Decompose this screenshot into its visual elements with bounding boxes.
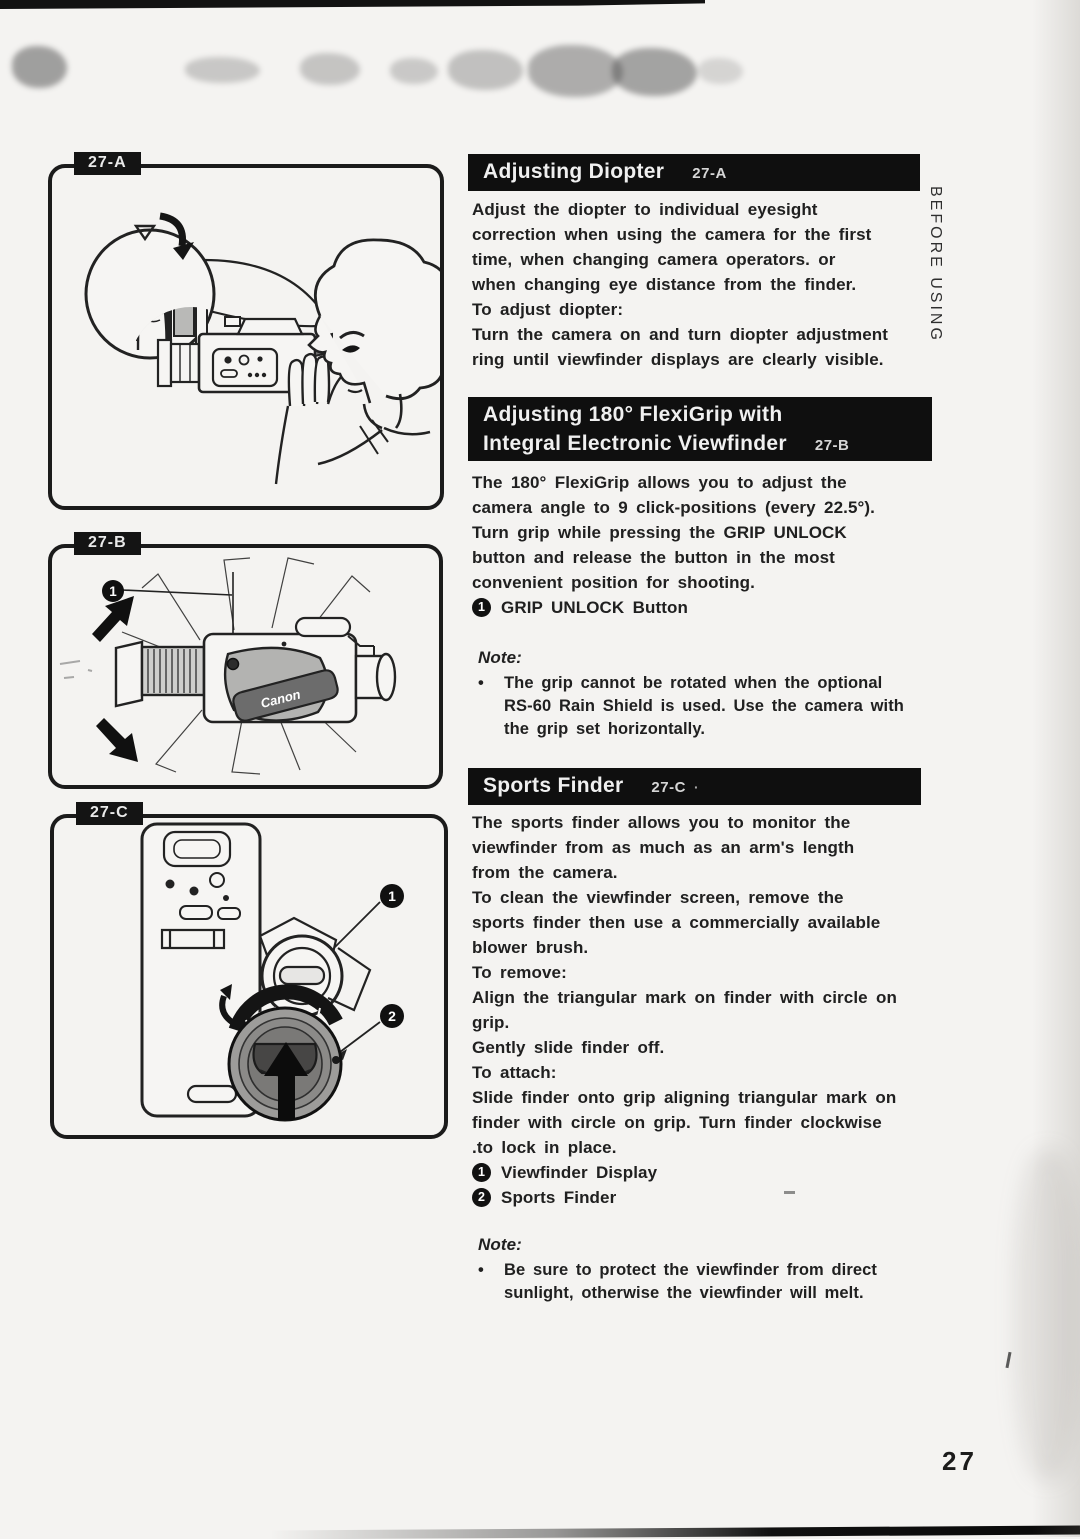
- text-line: grip.: [472, 1013, 510, 1032]
- text-line: Turn grip while pressing the GRIP UNLOCK: [472, 523, 847, 542]
- text-line: To adjust diopter:: [472, 300, 624, 319]
- figure-27b-tag: 27-B: [74, 532, 141, 555]
- note-bullet-line: [478, 1259, 877, 1282]
- text-line: blower brush.: [472, 938, 589, 957]
- viewfinder-display-callout: [472, 1160, 897, 1185]
- sports-finder-illustration: [54, 818, 436, 1127]
- sports-finder-callout: [472, 1185, 897, 1210]
- note-block-2: [478, 1233, 877, 1305]
- callout-2-label: Sports Finder: [501, 1188, 617, 1207]
- scan-top-edge-bar: [0, 0, 705, 9]
- note-block-1: [478, 646, 904, 741]
- camera-brand-label: Canon: [259, 686, 302, 711]
- grip-unlock-callout: [472, 595, 875, 620]
- ink-smudge: [390, 58, 438, 84]
- note-heading: Note:: [478, 1235, 522, 1254]
- text-line: .to lock in place.: [472, 1138, 617, 1157]
- text-line: The sports finder allows you to monitor the: [472, 813, 851, 832]
- text-line: correction when using the camera for the first: [472, 225, 872, 244]
- text-line: the grip set horizontally.: [504, 720, 706, 738]
- callout-1-label: Viewfinder Display: [501, 1163, 658, 1182]
- section1-title: Adjusting Diopter: [483, 160, 665, 183]
- text-line: Gently slide finder off.: [472, 1038, 665, 1057]
- section3-title: Sports Finder: [483, 774, 624, 797]
- text-line: Slide finder onto grip aligning triangular mark on: [472, 1088, 897, 1107]
- ink-smudge: [12, 46, 67, 88]
- text-line: viewfinder from as much as an arm's length: [472, 838, 855, 857]
- section-header-sports-finder: [468, 768, 921, 805]
- scan-stray-mark: [1006, 1352, 1012, 1368]
- figure-27c-callout-1-badge: 1: [380, 884, 404, 908]
- section-header-adjusting-diopter: [468, 154, 920, 191]
- figure-27a-tag: 27-A: [74, 152, 141, 175]
- text-line: when changing eye distance from the finder.: [472, 275, 857, 294]
- callout-1-badge: 1: [472, 1163, 491, 1182]
- section2-title-line2: Integral Electronic Viewfinder: [483, 432, 787, 455]
- text-line: Be sure to protect the viewfinder from direct: [504, 1261, 877, 1279]
- figure-27a-box: [48, 154, 444, 510]
- figure-27b-box: [48, 534, 443, 789]
- section2-title-line1: Adjusting 180° FlexiGrip with: [483, 403, 783, 426]
- text-line: finder with circle on grip. Turn finder clockwise: [472, 1113, 882, 1132]
- callout-2-badge: 2: [472, 1188, 491, 1207]
- figure-27b-callout-1-badge: 1: [102, 580, 124, 602]
- ink-smudge: [528, 45, 623, 97]
- ink-smudge: [698, 58, 743, 84]
- text-line: button and release the button in the most: [472, 548, 835, 567]
- bullet-icon: •: [478, 674, 484, 692]
- section1-figure-ref: 27-A: [692, 165, 727, 182]
- text-line: sports finder then use a commercially available: [472, 913, 881, 932]
- section3-ref-mark: ·: [693, 779, 699, 795]
- note-heading: Note:: [478, 648, 522, 667]
- scan-corner-shading: [1015, 1150, 1080, 1480]
- text-line: To clean the viewfinder screen, remove the: [472, 888, 844, 907]
- ink-smudge: [448, 50, 523, 90]
- ink-smudge: [185, 57, 260, 83]
- text-line: Turn the camera on and turn diopter adjustment: [472, 325, 889, 344]
- callout-1-label: GRIP UNLOCK Button: [501, 598, 688, 617]
- diopter-adjustment-illustration: [52, 168, 440, 506]
- section2-body: [472, 470, 875, 620]
- section1-body: [472, 197, 888, 372]
- section-header-flexigrip: [468, 397, 932, 461]
- ink-smudge: [612, 48, 697, 96]
- text-line: RS-60 Rain Shield is used. Use the camera with: [504, 697, 904, 715]
- bullet-icon: •: [478, 1261, 484, 1279]
- page-number: 27: [942, 1446, 977, 1476]
- figure-27c-box: [50, 804, 448, 1139]
- text-line: Align the triangular mark on finder with circle on: [472, 988, 897, 1007]
- ink-smudge: [300, 53, 360, 85]
- section3-figure-ref: 27-C: [651, 779, 686, 796]
- note-bullet-line: [478, 672, 904, 695]
- text-line: The 180° FlexiGrip allows you to adjust the: [472, 473, 847, 492]
- figure-27c-callout-2-badge: 2: [380, 1004, 404, 1028]
- chapter-side-label: BEFORE USING: [927, 186, 944, 343]
- section3-body: [472, 810, 897, 1210]
- figure-27c-tag: 27-C: [76, 802, 143, 825]
- callout-1-badge: 1: [472, 598, 491, 617]
- text-line: Adjust the diopter to individual eyesight: [472, 200, 818, 219]
- text-line: camera angle to 9 click-positions (every 22.5°).: [472, 498, 875, 517]
- text-line: time, when changing camera operators. or: [472, 250, 836, 269]
- text-line: convenient position for shooting.: [472, 573, 755, 592]
- text-line: To remove:: [472, 963, 567, 982]
- text-line: sunlight, otherwise the viewfinder will melt.: [504, 1284, 864, 1302]
- text-line: from the camera.: [472, 863, 618, 882]
- text-line: ring until viewfinder displays are clearly visible.: [472, 350, 884, 369]
- text-line: The grip cannot be rotated when the optional: [504, 674, 883, 692]
- section2-figure-ref: 27-B: [814, 437, 850, 454]
- text-line: To attach:: [472, 1063, 557, 1082]
